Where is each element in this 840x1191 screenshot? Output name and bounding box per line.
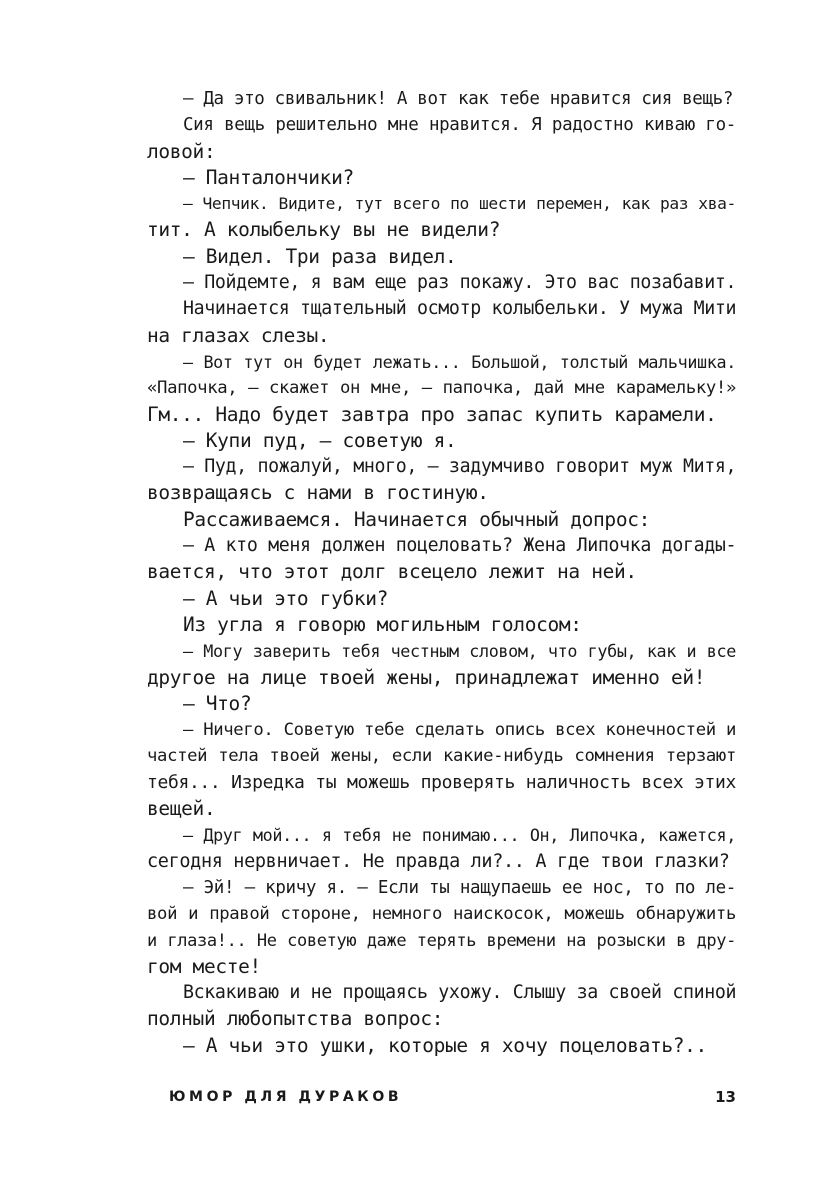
text-line: другое на лице твоей жены, принадлежат именно ей! xyxy=(147,665,706,689)
text-line: — Эй! — кричу я. — Если ты нащупаешь ее нос, то по ле- xyxy=(183,877,736,898)
text-line: — Пуд, пожалуй, много, — задумчиво говорит муж Митя, xyxy=(183,456,737,478)
text-line: — Что? xyxy=(183,691,252,715)
text-line: Из угла я говорю могильным голосом: xyxy=(183,612,582,636)
page-footer xyxy=(169,1084,736,1110)
text-line: — Чепчик. Видите, тут всего по шести перемен, как раз хва- xyxy=(183,194,736,214)
text-line: — А чьи это губки? xyxy=(183,586,389,610)
text-line: тит. А колыбельку вы не видели? xyxy=(147,218,501,242)
text-line: — Видел. Три раза видел. xyxy=(183,244,457,268)
text-line: — А чьи это ушки, которые я хочу поцеловать?.. xyxy=(183,1033,707,1057)
text-line: — Купи пуд, — советую я. xyxy=(183,428,457,452)
text-line: вой и правой стороне, немного наискосок, можешь обнаружить xyxy=(147,904,736,925)
text-line: Начинается тщательный осмотр колыбельки. У мужа Мити xyxy=(183,298,737,320)
text-line: и глаза!.. Не советую даже терять времени на розыски в дру- xyxy=(147,930,736,951)
text-line: сегодня нервничает. Не правда ли?.. А где твои глазки? xyxy=(147,850,730,872)
text-line: — Ничего. Советую тебе сделать опись всех конечностей и xyxy=(183,720,736,741)
text-line: — Да это свивальник! А вот как тебе нравится сия вещь? xyxy=(183,89,734,109)
page-number: 13 xyxy=(715,1088,736,1106)
text-line: частей тела твоей жены, если какие-нибудь сомнения терзают xyxy=(147,746,736,767)
text-line: Вскакиваю и не прощаясь ухожу. Слышу за своей спиной xyxy=(183,982,737,1004)
page-text xyxy=(147,86,736,1059)
text-line: — Пойдемте, я вам еще раз покажу. Это вас позабавит. xyxy=(183,272,737,294)
text-line: полный любопытства вопрос: xyxy=(147,1007,444,1031)
text-line: возвращаясь с нами в гостиную. xyxy=(147,481,489,505)
text-line: — Вот тут он будет лежать... Большой, толстый мальчишка. xyxy=(183,351,736,372)
running-head: ЮМОР ДЛЯ ДУРАКОВ xyxy=(169,1089,403,1105)
text-line: вается, что этот долг всецело лежит на ней. xyxy=(147,560,637,584)
text-line: ловой: xyxy=(147,139,216,163)
text-line: Рассаживаемся. Начинается обычный допрос: xyxy=(183,507,650,531)
text-line: вещей. xyxy=(147,797,216,821)
text-line: Гм... Надо будет завтра про запас купить карамели. xyxy=(147,402,717,426)
text-line: тебя... Изредка ты можешь проверять наличность всех этих xyxy=(147,771,736,793)
text-line: «Папочка, — скажет он мне, — папочка, дай мне карамельку!» xyxy=(147,378,736,399)
text-line: — Могу заверить тебя честным словом, что губы, как и все xyxy=(183,641,736,662)
text-line: Сия вещь решительно мне нравится. Я радостно киваю го- xyxy=(183,115,736,136)
text-line: — Панталончики? xyxy=(183,165,354,189)
text-line: — Друг мой... я тебя не понимаю... Он, Липочка, кажется, xyxy=(183,825,736,846)
text-line: гом месте! xyxy=(147,954,261,978)
text-line: — А кто меня должен поцеловать? Жена Липочка догады- xyxy=(183,535,737,557)
text-line: на глазах слезы. xyxy=(147,323,330,347)
